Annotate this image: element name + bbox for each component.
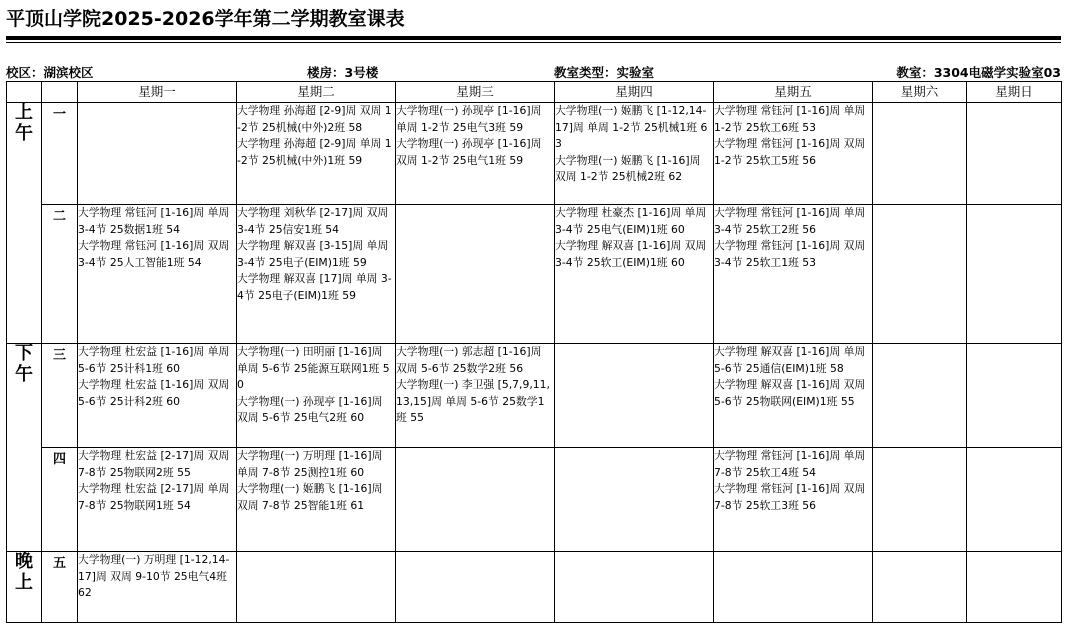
slot-label-5: 五 [42, 552, 78, 623]
cell-s5-mon [78, 552, 237, 623]
slot-row-1 [7, 103, 1062, 205]
cell-s2-tue [237, 205, 396, 344]
building-label: 楼房：3号楼 [307, 65, 379, 80]
slot-label-2: 二 [42, 205, 78, 344]
slot-label-4: 四 [42, 448, 78, 552]
course-entry: 大学物理 解双喜 [1-16]周 双周 3-4节 25软工(EIM)1班 60 [555, 239, 707, 269]
day-header-sun: 星期日 [967, 82, 1062, 103]
corner-cell [42, 82, 78, 103]
cell-s3-fri [714, 344, 873, 448]
course-entry: 大学物理(一) 孙现亭 [1-16]周 单周 1-2节 25电气3班 59 [396, 104, 542, 134]
period-afternoon: 下 午 [7, 344, 42, 552]
cell-s5-fri [714, 552, 873, 623]
slot-row-4 [7, 448, 1062, 552]
cell-s2-sun [967, 205, 1062, 344]
course-entry: 大学物理(一) 万明理 [1-16]周 单周 7-8节 25测控1班 60 [237, 449, 383, 479]
cell-s1-sun [967, 103, 1062, 205]
cell-s4-wed [396, 448, 555, 552]
cell-s2-fri [714, 205, 873, 344]
course-entry: 大学物理(一) 李卫强 [5,7,9,11,13,15]周 单周 5-6节 25数学1班 55 [396, 378, 550, 424]
cell-s3-mon [78, 344, 237, 448]
cell-s5-sat [873, 552, 967, 623]
cell-s1-sat [873, 103, 967, 205]
course-entry: 大学物理(一) 姬鹏飞 [1-16]周 双周 1-2节 25机械2班 62 [555, 153, 701, 183]
cell-s4-sun [967, 448, 1062, 552]
slot-row-2 [7, 205, 1062, 344]
cell-s5-tue [237, 552, 396, 623]
period-evening: 晚 上 [7, 552, 42, 623]
course-entry: 大学物理(一) 姬鹏飞 [1-16]周 双周 7-8节 25智能1班 61 [237, 482, 383, 512]
timetable [6, 81, 1062, 623]
cell-s3-tue [237, 344, 396, 448]
corner-cell [7, 82, 42, 103]
campus-label: 校区：湖滨校区 [6, 65, 94, 80]
slot-label-3: 三 [42, 344, 78, 448]
period-morning: 上 午 [7, 103, 42, 344]
course-entry: 大学物理 杜宏益 [1-16]周 双周 5-6节 25计科2班 60 [78, 378, 230, 408]
course-entry: 大学物理 杜宏益 [1-16]周 单周 5-6节 25计科1班 60 [78, 345, 230, 375]
cell-s4-tue [237, 448, 396, 552]
title-divider-thin [6, 42, 1061, 43]
cell-s1-wed [396, 103, 555, 205]
cell-s2-sat [873, 205, 967, 344]
cell-s1-thu [555, 103, 714, 205]
course-entry: 大学物理 常钰河 [1-16]周 单周 3-4节 25软工2班 56 [714, 206, 866, 236]
day-header-mon: 星期一 [78, 82, 237, 103]
course-entry: 大学物理 杜宏益 [2-17]周 单周 7-8节 25物联网1班 54 [78, 482, 230, 512]
cell-s3-wed [396, 344, 555, 448]
cell-s3-thu [555, 344, 714, 448]
cell-s4-mon [78, 448, 237, 552]
page-title: 平顶山学院2025-2026学年第二学期教室课表 [6, 8, 405, 30]
cell-s1-tue [237, 103, 396, 205]
cell-s4-thu [555, 448, 714, 552]
cell-s2-thu [555, 205, 714, 344]
slot-row-5 [7, 552, 1062, 623]
course-entry: 大学物理 解双喜 [1-16]周 双周 5-6节 25物联网(EIM)1班 55 [714, 378, 866, 408]
course-entry: 大学物理 常钰河 [1-16]周 双周 3-4节 25软工1班 53 [714, 239, 866, 269]
cell-s1-mon [78, 103, 237, 205]
cell-s5-thu [555, 552, 714, 623]
course-entry: 大学物理 解双喜 [17]周 单周 3-4节 25电子(EIM)1班 59 [237, 272, 392, 302]
course-entry: 大学物理 解双喜 [1-16]周 单周 5-6节 25通信(EIM)1班 58 [714, 345, 866, 375]
title-divider-thick [6, 36, 1061, 40]
header-row [7, 82, 1062, 103]
course-entry: 大学物理 常钰河 [1-16]周 单周 7-8节 25软工4班 54 [714, 449, 866, 479]
course-entry: 大学物理 解双喜 [3-15]周 单周 3-4节 25电子(EIM)1班 59 [237, 239, 389, 269]
slot-row-3 [7, 344, 1062, 448]
course-entry: 大学物理 孙海超 [2-9]周 单周 1-2节 25机械(中外)1班 59 [237, 137, 392, 167]
day-header-sat: 星期六 [873, 82, 967, 103]
course-entry: 大学物理(一) 孙现亭 [1-16]周 双周 1-2节 25电气1班 59 [396, 137, 542, 167]
day-header-fri: 星期五 [714, 82, 873, 103]
cell-s4-fri [714, 448, 873, 552]
slot-label-1: 一 [42, 103, 78, 205]
course-entry: 大学物理 孙海超 [2-9]周 双周 1-2节 25机械(中外)2班 58 [237, 104, 392, 134]
cell-s4-sat [873, 448, 967, 552]
course-entry: 大学物理 杜宏益 [2-17]周 双周 7-8节 25物联网2班 55 [78, 449, 230, 479]
course-entry: 大学物理(一) 田明丽 [1-16]周 单周 5-6节 25能源互联网1班 50 [237, 345, 390, 391]
cell-s1-fri [714, 103, 873, 205]
course-entry: 大学物理 常钰河 [1-16]周 双周 1-2节 25软工5班 56 [714, 137, 866, 167]
room-label: 教室：3304电磁学实验室03 [896, 65, 1061, 80]
cell-s3-sat [873, 344, 967, 448]
course-entry: 大学物理(一) 姬鹏飞 [1-12,14-17]周 单周 1-2节 25机械1班 63 [555, 104, 708, 150]
course-entry: 大学物理 常钰河 [1-16]周 双周 7-8节 25软工3班 56 [714, 482, 866, 512]
course-entry: 大学物理(一) 万明理 [1-12,14-17]周 双周 9-10节 25电气4班 62 [78, 553, 230, 599]
room-type-label: 教室类型：实验室 [554, 65, 655, 80]
cell-s2-mon [78, 205, 237, 344]
course-entry: 大学物理 常钰河 [1-16]周 单周 1-2节 25软工6班 53 [714, 104, 866, 134]
day-header-wed: 星期三 [396, 82, 555, 103]
cell-s5-sun [967, 552, 1062, 623]
course-entry: 大学物理(一) 郭志超 [1-16]周 双周 5-6节 25数学2班 56 [396, 345, 542, 375]
course-entry: 大学物理 常钰河 [1-16]周 双周 3-4节 25人工智能1班 54 [78, 239, 230, 269]
day-header-tue: 星期二 [237, 82, 396, 103]
cell-s2-wed [396, 205, 555, 344]
course-entry: 大学物理 刘秋华 [2-17]周 双周 3-4节 25信安1班 54 [237, 206, 389, 236]
cell-s5-wed [396, 552, 555, 623]
cell-s3-sun [967, 344, 1062, 448]
course-entry: 大学物理(一) 孙现亭 [1-16]周 双周 5-6节 25电气2班 60 [237, 394, 383, 424]
course-entry: 大学物理 杜豪杰 [1-16]周 单周 3-4节 25电气(EIM)1班 60 [555, 206, 707, 236]
day-header-thu: 星期四 [555, 82, 714, 103]
course-entry: 大学物理 常钰河 [1-16]周 单周 3-4节 25数据1班 54 [78, 206, 230, 236]
